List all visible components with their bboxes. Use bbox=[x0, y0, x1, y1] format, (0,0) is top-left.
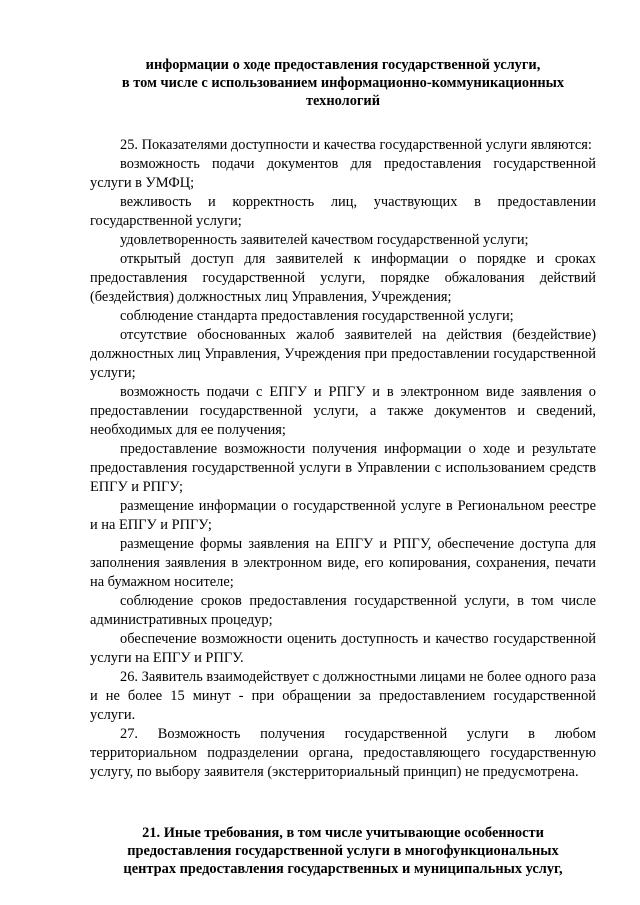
paragraph: возможность подачи документов для предоставления государственной услуги в УМФЦ; bbox=[90, 156, 596, 191]
paragraph: обеспечение возможности оценить доступность и качество государственной услуги на ЕПГУ и РПГУ. bbox=[90, 631, 596, 666]
paragraph: вежливость и корректность лиц, участвующих в предоставлении государственной услуги; bbox=[90, 194, 596, 229]
paragraph: удовлетворенность заявителей качеством государственной услуги; bbox=[120, 232, 529, 248]
heading-top-line-3: технологий bbox=[305, 93, 381, 109]
paragraph: 27. Возможность получения государственной услуги в любом территориальном подразделении органа, предоставляющего государственную услугу, по выбору заявителя (экстерриториальный принцип) не предусмотрена. bbox=[90, 726, 596, 780]
paragraph: размещение информации о государственной услуге в Региональном реестре и на ЕПГУ и РПГУ; bbox=[90, 498, 596, 533]
paragraph: 25. Показателями доступности и качества государственной услуги являются: bbox=[120, 137, 592, 153]
heading-bottom-line-1: 21. Иные требования, в том числе учитывающие особенности bbox=[142, 825, 544, 841]
section-heading-21 bbox=[90, 824, 596, 878]
paragraph: возможность подачи с ЕПГУ и РПГУ и в электронном виде заявления о предоставлении государственной услуги, а также документов и сведений, необходимых для ее получения; bbox=[90, 384, 596, 438]
heading-bottom-line-3: центрах предоставления государственных и муниципальных услуг, bbox=[123, 861, 563, 877]
heading-top-line-1: информации о ходе предоставления государственной услуги, bbox=[145, 57, 541, 73]
paragraph: соблюдение стандарта предоставления государственной услуги; bbox=[120, 308, 514, 324]
paragraph: отсутствие обоснованных жалоб заявителей на действия (бездействие) должностных лиц Управления, Учреждения при предоставлении государственной услуги; bbox=[90, 327, 596, 381]
paragraph: 26. Заявитель взаимодействует с должностными лицами не более одного раза и не более 15 минут - при обращении за предоставлением государственной услуги. bbox=[90, 669, 596, 723]
paragraph: открытый доступ для заявителей к информации о порядке и сроках предоставления государственной услуги, порядке обжалования действий (бездействия) должностных лиц Управления, Учреждения; bbox=[90, 251, 596, 305]
paragraph: размещение формы заявления на ЕПГУ и РПГУ, обеспечение доступа для заполнения заявления в электронном виде, его копирования, сохранения, печати на бумажном носителе; bbox=[90, 536, 596, 590]
document-body bbox=[90, 136, 596, 782]
heading-bottom-line-2: предоставления государственной услуги в многофункциональных bbox=[127, 843, 559, 859]
section-heading-top bbox=[90, 56, 596, 110]
heading-top-line-2: в том числе с использованием информационно-коммуникационных bbox=[121, 75, 565, 91]
paragraph: соблюдение сроков предоставления государственной услуги, в том числе административных процедур; bbox=[90, 593, 596, 628]
document-page bbox=[90, 56, 596, 878]
paragraph: предоставление возможности получения информации о ходе и результате предоставления государственной услуги в Управлении с использованием средств ЕПГУ и РПГУ; bbox=[90, 441, 596, 495]
